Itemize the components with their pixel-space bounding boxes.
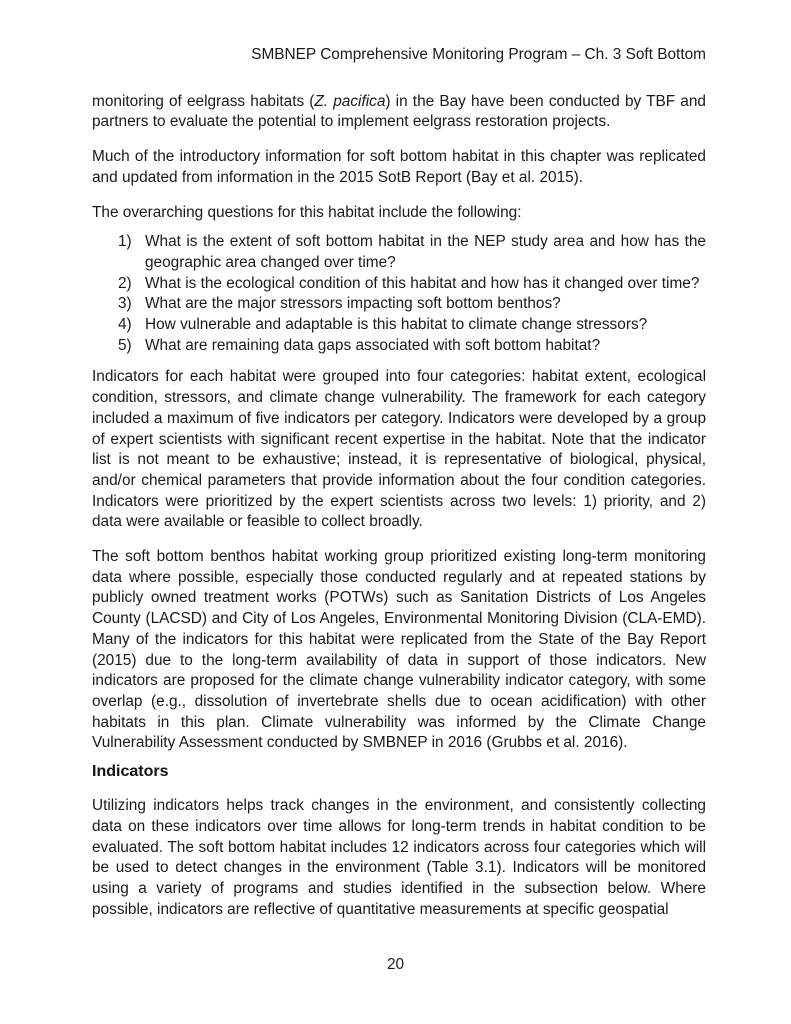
paragraph-overarching-questions-lead: The overarching questions for this habitat include the following: (92, 203, 522, 221)
question-item-1 (92, 232, 706, 273)
question-item-2 (92, 274, 706, 295)
question-text: What is the extent of soft bottom habitat in the NEP study area and how has the geographic area changed over time? (145, 233, 706, 271)
page-content (92, 0, 706, 920)
paragraph-introductory-info: Much of the introductory information for soft bottom habitat in this chapter was replicated and updated from information in the 2015 SotB Report (Bay et al. 2015). (92, 148, 706, 186)
question-item-4 (92, 315, 706, 336)
question-item-3 (92, 294, 706, 315)
page-number: 20 (386, 956, 405, 973)
question-item-5 (92, 336, 706, 357)
paragraph-text: ) in the Bay have been conducted by TBF and partners to evaluate the potential to implement eelgrass restoration projects. (92, 92, 706, 131)
paragraph-utilizing-indicators: Utilizing indicators helps track changes in the environment, and consistently collecting data on these indicators over time allows for long-term trends in habitat condition to be evaluated. The soft bottom habitat includes 12 indicators across four categories which will be used to detect changes in the environment (Table 3.1). Indicators will be monitored using a variety of programs and studies identified in the subsection below. Where possible, indicators are reflective of quantitative measurements at specific geospatial (92, 797, 706, 918)
question-number: 1) (118, 233, 132, 251)
paragraph-indicator-categories: Indicators for each habitat were grouped into four categories: habitat extent, ecological condition, stressors, and climate change vulnerability. The framework for each category included a maximum of five indicators per category. Indicators were developed by a group of expert scientists with significant recent expertise in the habitat. Note that the indicator list is not meant to be exhaustive; instead, it is representative of biological, physical, and/or chemical parameters that provide information about the four condition categories. Indicators were prioritized by the expert scientists across two levels: 1) priority, and 2) data were available or feasible to collect broadly. (92, 368, 706, 531)
question-number: 2) (118, 274, 132, 292)
question-number: 4) (118, 316, 132, 334)
paragraph-working-group: The soft bottom benthos habitat working group prioritized existing long-term monitoring data where possible, especially those conducted regularly and at repeated stations by publicly owned treatment works (POTWs) such as Sanitation Districts of Los Angeles County (LACSD) and City of Los Angeles, Environmental Monitoring Division (CLA-EMD). Many of the indicators for this habitat were replicated from the State of the Bay Report (2015) due to the long-term availability of data in support of those indicators. New indicators are proposed for the climate change vulnerability indicator category, with some overlap (e.g., dissolution of invertebrate shells due to ocean acidification) with other habitats in this plan. Climate vulnerability was informed by the Climate Change Vulnerability Assessment conducted by SMBNEP in 2016 (Grubbs et al. 2016). (92, 548, 706, 752)
running-header (92, 45, 706, 66)
question-text: What is the ecological condition of this habitat and how has it changed over time? (145, 274, 700, 292)
question-number: 5) (118, 336, 132, 354)
running-header-text: SMBNEP Comprehensive Monitoring Program – Ch. 3 Soft Bottom (251, 46, 706, 63)
question-text: What are the major stressors impacting soft bottom benthos? (145, 295, 561, 313)
question-list (92, 232, 706, 356)
question-text: What are remaining data gaps associated with soft bottom habitat? (145, 336, 601, 354)
page-footer (0, 955, 791, 976)
question-text: How vulnerable and adaptable is this habitat to climate change stressors? (145, 316, 648, 334)
paragraph-text: monitoring of eelgrass habitats ( (92, 92, 315, 110)
section-heading-indicators: Indicators (92, 763, 169, 781)
paragraph-eelgrass (92, 92, 706, 133)
species-name-italic: Z. pacifica (314, 92, 386, 110)
question-number: 3) (118, 295, 132, 313)
